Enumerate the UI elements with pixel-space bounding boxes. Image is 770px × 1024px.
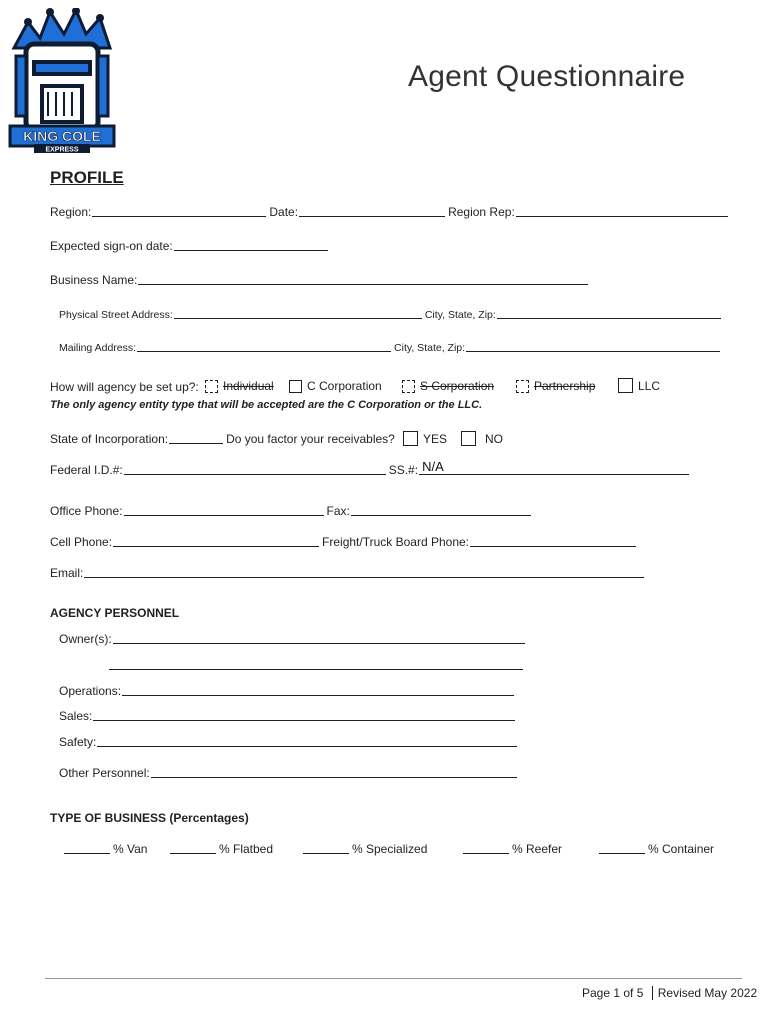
other-personnel-row [59, 766, 520, 780]
specialized-field[interactable] [303, 842, 349, 854]
freight-board-field[interactable] [470, 535, 636, 547]
region-field[interactable] [92, 205, 266, 217]
freight-board-label: Freight/Truck Board Phone: [322, 535, 470, 549]
flatbed-field[interactable] [170, 842, 216, 854]
option-c-corporation-label: C Corporation [307, 379, 382, 393]
physical-address-row [59, 307, 724, 321]
factor-label: Do you factor your receivables? [226, 432, 395, 446]
signon-label: Expected sign-on date: [50, 239, 173, 253]
mailing-address-field[interactable] [137, 340, 391, 352]
option-partnership-label: Partnership [534, 379, 596, 393]
logo-subtext: EXPRESS [45, 146, 79, 154]
signon-field[interactable] [174, 239, 328, 251]
option-llc-label: LLC [638, 378, 661, 393]
reefer-label: % Reefer [512, 842, 563, 856]
ss-value: N/A [422, 459, 444, 474]
business-specialized [303, 842, 427, 856]
office-phone-label: Office Phone: [50, 504, 123, 518]
physical-address-field[interactable] [174, 307, 422, 319]
region-row [50, 205, 731, 219]
checkbox-no[interactable] [461, 431, 476, 446]
federal-id-label: Federal I.D.#: [50, 463, 123, 477]
checkbox-partnership[interactable] [516, 380, 529, 393]
checkbox-individual[interactable] [205, 380, 218, 393]
cell-phone-row [50, 535, 639, 549]
no-label: NO [485, 431, 503, 446]
business-heading: TYPE OF BUSINESS (Percentages) [50, 811, 249, 825]
mailing-address-label: Mailing Address: [59, 342, 137, 354]
ss-field[interactable] [419, 459, 689, 475]
option-individual[interactable] [205, 379, 274, 393]
setup-note: The only agency entity type that will be accepted are the C Corporation or the LLC. [50, 399, 483, 411]
operations-label: Operations: [59, 684, 122, 698]
business-reefer [463, 842, 562, 856]
city-state-zip-label-2: City, State, Zip: [394, 342, 466, 354]
owners-row [59, 632, 528, 646]
other-personnel-label: Other Personnel: [59, 766, 150, 780]
owners-field[interactable] [113, 632, 525, 644]
safety-label: Safety: [59, 735, 97, 749]
safety-row [59, 735, 520, 749]
region-label: Region: [50, 205, 92, 219]
factor-yes[interactable] [403, 431, 447, 446]
container-field[interactable] [599, 842, 645, 854]
checkbox-yes[interactable] [403, 431, 418, 446]
page-number: Page 1 of 5 [582, 986, 644, 1000]
sales-label: Sales: [59, 709, 93, 723]
state-incorporation-label: State of Incorporation: [50, 432, 169, 446]
mailing-address-row [59, 340, 723, 354]
cell-phone-field[interactable] [113, 535, 319, 547]
owners-row-2 [108, 658, 526, 672]
container-label: % Container [648, 842, 715, 856]
business-name-label: Business Name: [50, 273, 138, 287]
flatbed-label: % Flatbed [219, 842, 274, 856]
yes-label: YES [423, 431, 448, 446]
option-c-corporation[interactable] [289, 379, 382, 393]
city-state-zip-field[interactable] [497, 307, 721, 319]
other-personnel-field[interactable] [151, 766, 517, 778]
safety-field[interactable] [97, 735, 517, 747]
specialized-label: % Specialized [352, 842, 428, 856]
cell-phone-label: Cell Phone: [50, 535, 113, 549]
document-title: Agent Questionnaire [408, 60, 686, 93]
physical-address-label: Physical Street Address: [59, 309, 173, 321]
date-field[interactable] [299, 205, 445, 217]
operations-field[interactable] [122, 684, 514, 696]
personnel-heading: AGENCY PERSONNEL [50, 606, 180, 620]
state-incorporation-row [50, 432, 395, 446]
van-field[interactable] [64, 842, 110, 854]
business-name-row [50, 273, 591, 287]
factor-no[interactable] [461, 431, 503, 446]
city-state-zip-label: City, State, Zip: [424, 309, 496, 321]
sales-row [59, 709, 518, 723]
king-cole-logo [6, 8, 118, 156]
ss-label: SS.#: [388, 463, 419, 477]
sales-field[interactable] [93, 709, 515, 721]
logo-text: KING COLE [23, 128, 101, 144]
federal-id-field[interactable] [124, 463, 386, 475]
fax-label: Fax: [326, 504, 350, 518]
option-s-corporation-label: S Corporation [420, 379, 495, 393]
checkbox-s-corporation[interactable] [402, 380, 415, 393]
revised-date: Revised May 2022 [657, 986, 758, 1000]
van-label: % Van [113, 842, 148, 856]
option-llc[interactable] [618, 378, 660, 393]
option-individual-label: Individual [223, 379, 274, 393]
reefer-field[interactable] [463, 842, 509, 854]
owners-label: Owner(s): [59, 632, 112, 646]
state-incorporation-field[interactable] [169, 432, 223, 444]
office-phone-row [50, 504, 534, 518]
business-container [599, 842, 714, 856]
email-row [50, 566, 647, 580]
business-flatbed [170, 842, 273, 856]
checkbox-llc[interactable] [618, 378, 633, 393]
profile-heading: PROFILE [50, 168, 124, 187]
region-rep-field[interactable] [516, 205, 728, 217]
fax-field[interactable] [351, 504, 531, 516]
footer-divider [45, 978, 742, 979]
email-label: Email: [50, 566, 84, 580]
date-label: Date: [269, 205, 299, 219]
operations-row [59, 684, 517, 698]
signon-row [50, 239, 331, 253]
checkbox-c-corporation[interactable] [289, 380, 302, 393]
option-partnership[interactable] [516, 379, 595, 393]
footer [582, 986, 757, 1000]
business-name-field[interactable] [138, 273, 588, 285]
owners-field-2[interactable] [109, 658, 523, 670]
mailing-city-state-zip-field[interactable] [466, 340, 720, 352]
option-s-corporation[interactable] [402, 379, 494, 393]
office-phone-field[interactable] [124, 504, 324, 516]
setup-label: How will agency be set up?: [50, 380, 199, 394]
email-field[interactable] [84, 566, 644, 578]
region-rep-label: Region Rep: [448, 205, 515, 219]
federal-id-row [50, 459, 692, 477]
business-van [64, 842, 147, 856]
